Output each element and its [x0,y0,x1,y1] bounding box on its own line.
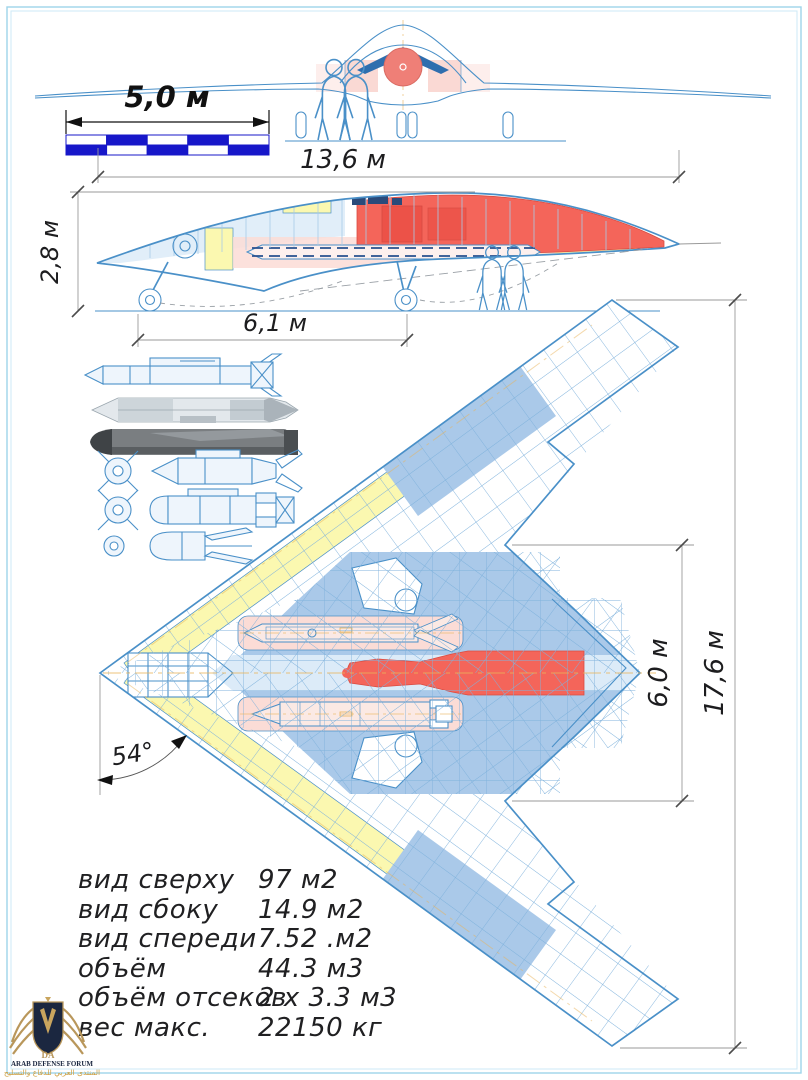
guided-bomb-2 [98,489,294,530]
main-gear-front [503,112,513,138]
nose-gear-front [296,112,306,138]
spec-label: вид сверху [78,865,235,895]
cruise-missile-drawing [85,354,281,396]
guided-bomb-1 [98,450,302,492]
missile-photo-dark [90,429,298,455]
dim-label: 13,6 м [300,145,386,175]
spec-table [78,865,397,1043]
spec-label: объём [78,954,167,984]
weapons-list [85,354,302,564]
missile-photo-light [92,398,298,423]
sweep-label: 54° [109,736,156,772]
arrow-right-icon [253,117,269,127]
scale-bar [66,80,269,155]
dim-label: 2,8 м [36,220,64,284]
spec-label: вид спереди [78,924,257,954]
small-bomb [104,528,252,564]
dim-label: 17,6 м [700,630,730,716]
engine-intake-front [384,48,422,86]
dimension-wheelbase [132,309,413,347]
arrow-icon [171,735,187,749]
spec-value: 2 x 3.3 м3 [258,983,398,1013]
scale-label: 5,0 м [124,80,210,114]
spec-value: 22150 кг [258,1013,383,1043]
spec-value: 97 м2 [258,865,339,895]
spec-label: вид сбоку [78,895,219,925]
spec-value: 14.9 м2 [258,895,364,925]
spec-label: вес макс. [78,1013,211,1043]
logo-arabic-subtitle: المنتدى العربي للدفاع والتسليح [3,1068,101,1077]
spec-value: 7.52 .м2 [258,924,373,954]
logo-initials: DA [41,1050,55,1060]
arrow-icon [97,775,113,785]
spec-label: объём отсеков [78,983,287,1013]
side-view [95,193,721,311]
dim-label: 6,0 м [644,638,674,708]
dim-label: 6,1 м [243,309,307,337]
spec-value: 44.3 м3 [258,954,364,984]
arrow-left-icon [66,117,82,127]
logo-title: ARAB DEFENSE FORUM [10,1060,94,1068]
